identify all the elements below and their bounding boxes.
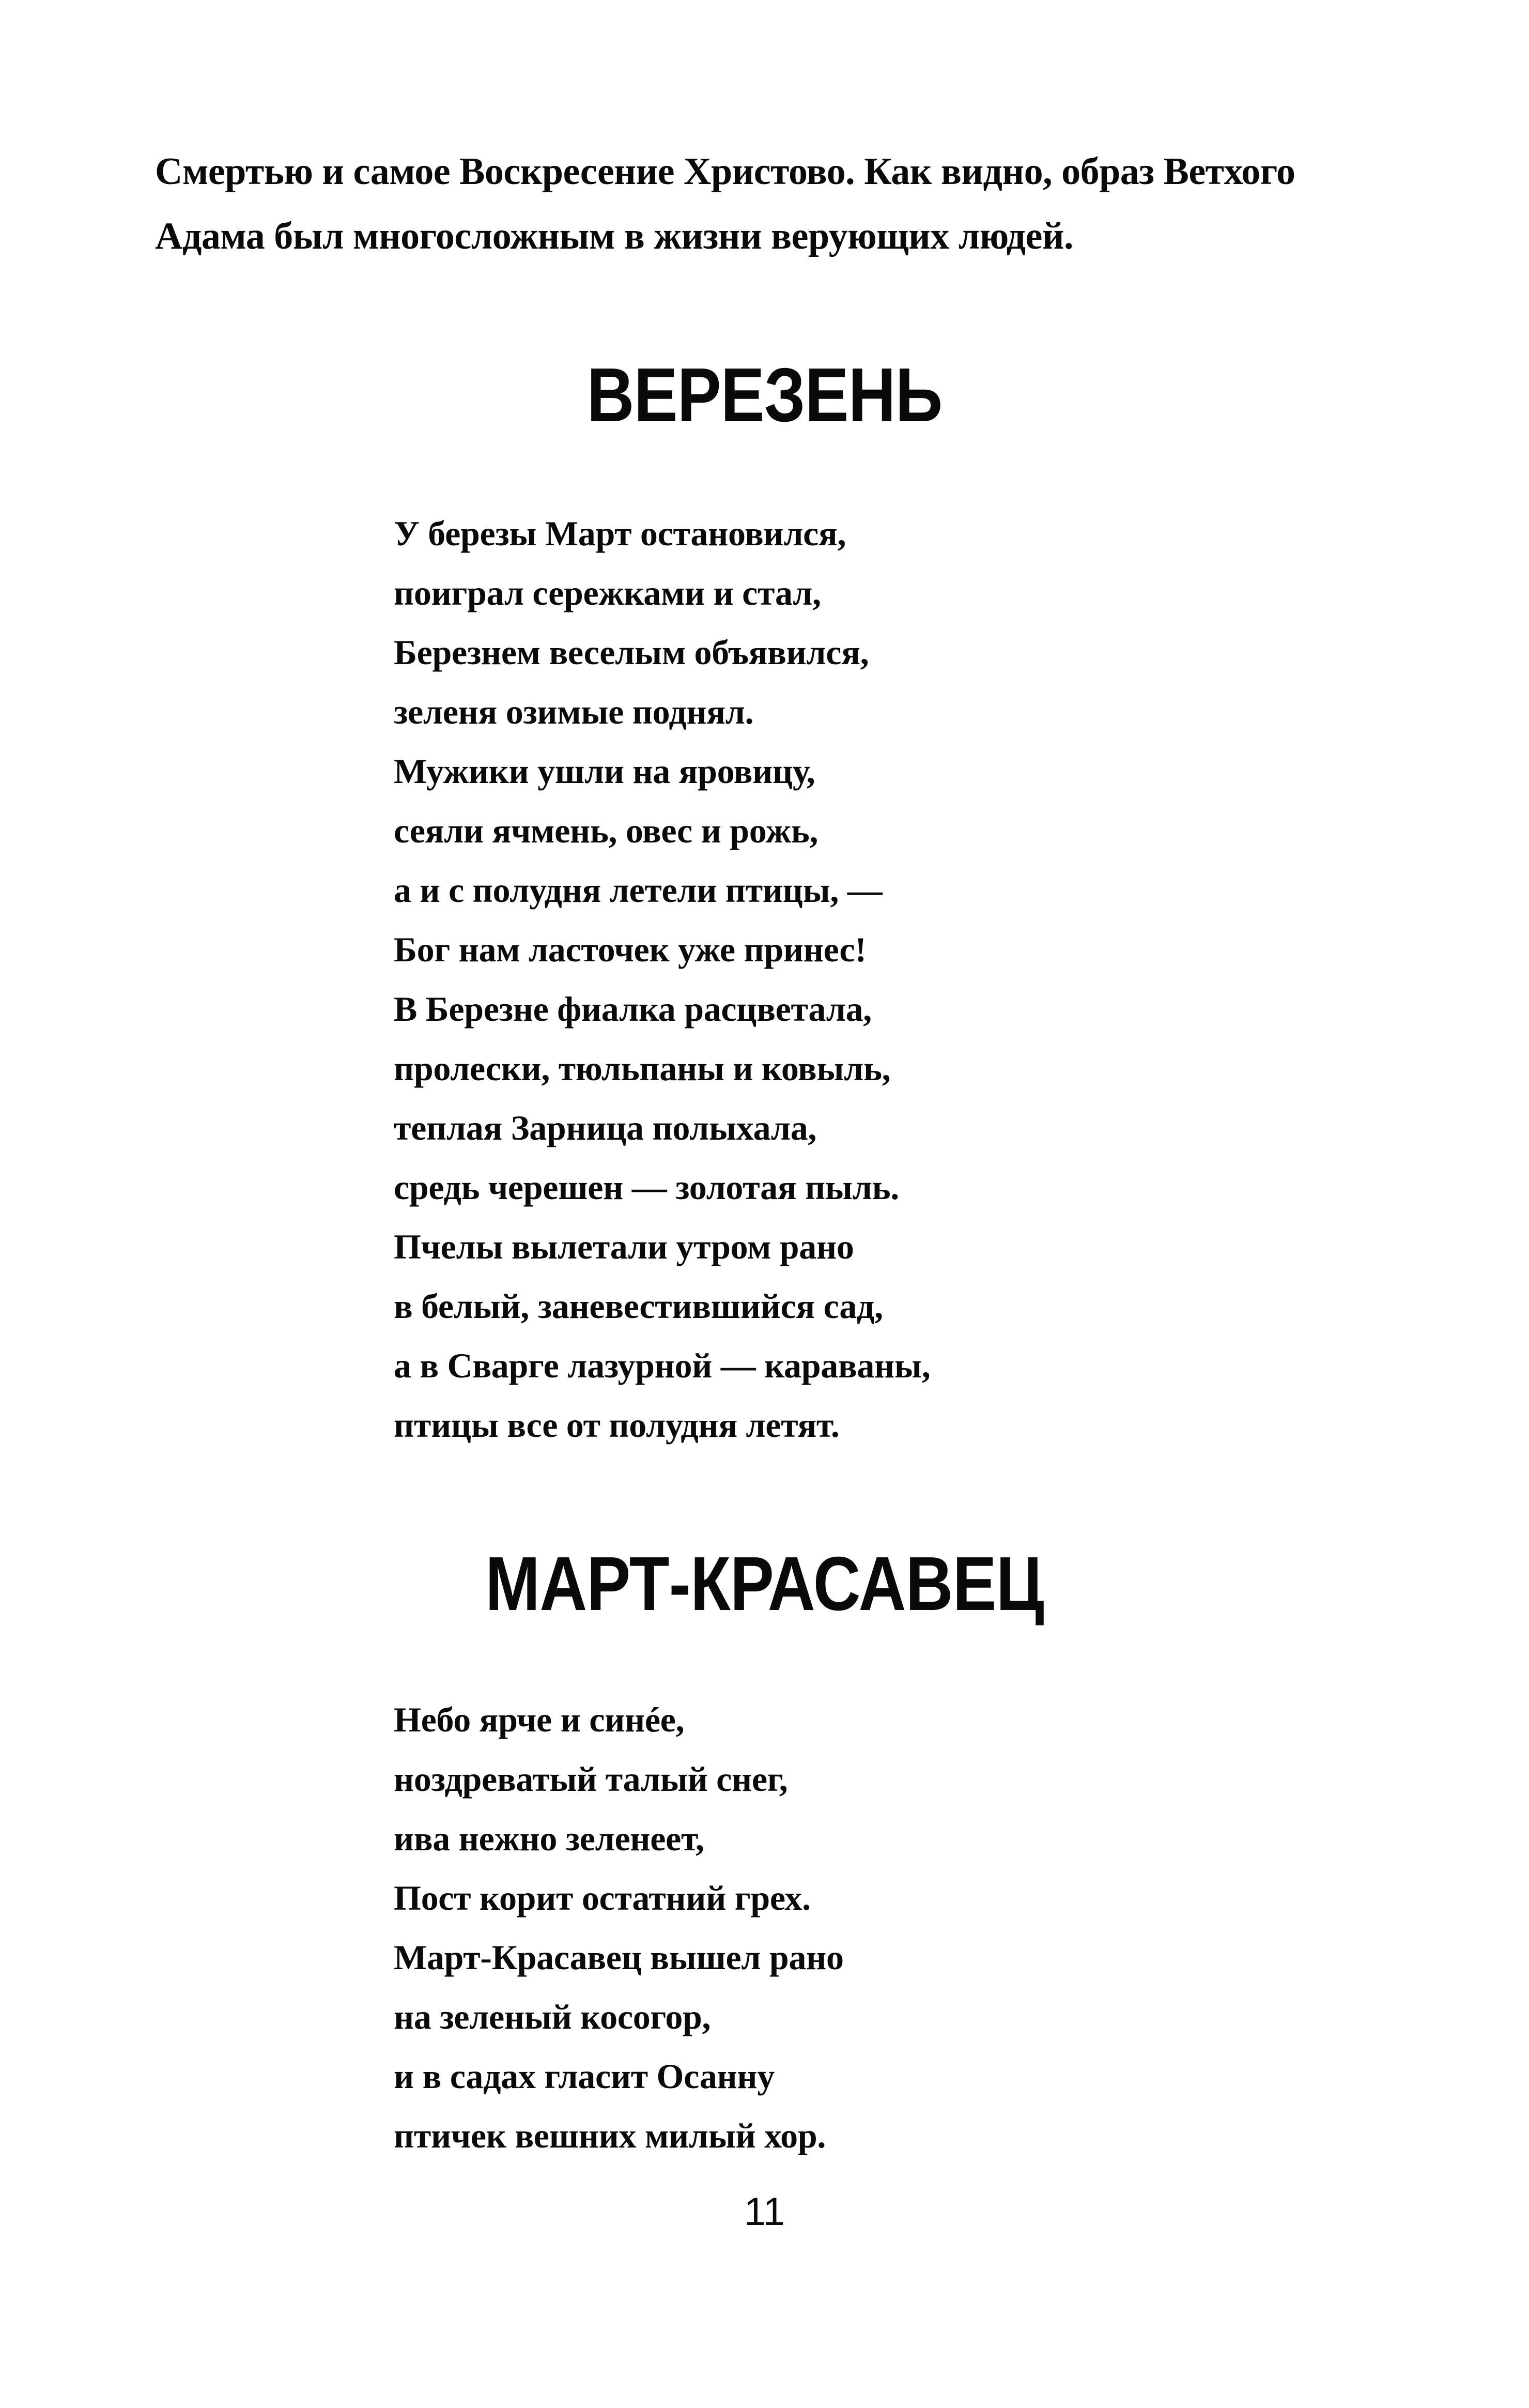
poem-title-verezen: ВЕРЕЗЕНЬ xyxy=(586,352,943,438)
poem-mart-krasavets xyxy=(394,1690,1376,2166)
poem-line: Бог нам ласточек уже принес! xyxy=(394,930,867,969)
poem-line: в белый, заневестившийся сад, xyxy=(394,1286,883,1326)
poem-line: Березнем веселым объявился, xyxy=(394,633,869,672)
poem-line: средь черешен — золотая пыль. xyxy=(394,1168,899,1207)
page-number: 11 xyxy=(744,2190,785,2234)
poem-line: ива нежно зеленеет, xyxy=(394,1819,704,1858)
poem-line: Март-Красавец вышел рано xyxy=(394,1938,844,1977)
poem-line: пролески, тюльпаны и ковыль, xyxy=(394,1049,891,1088)
poem-line: поиграл сережками и стал, xyxy=(394,573,821,612)
poem-line: Небо ярче и синée, xyxy=(394,1700,685,1739)
poem-line: Пост корит остатний грех. xyxy=(394,1878,811,1918)
poem-verezen xyxy=(394,504,1376,1455)
poem-line: ноздреватый талый снег, xyxy=(394,1759,788,1799)
poem-line: птицы все от полудня летят. xyxy=(394,1405,840,1445)
poem-title-mart-krasavets: МАРТ-КРАСАВЕЦ xyxy=(485,1541,1044,1627)
intro-paragraph xyxy=(155,140,1395,269)
poem-line: зеленя озимые поднял. xyxy=(394,692,754,731)
poem-line: и в садах гласит Осанну xyxy=(394,2057,775,2096)
intro-line: Смертью и самое Воскресение Христово. Как видно, образ Ветхого xyxy=(155,150,1295,193)
poem-line: птичек вешних милый хор. xyxy=(394,2116,826,2155)
poem-line: Мужики ушли на яровицу, xyxy=(394,751,815,791)
poem-line: на зеленый косогор, xyxy=(394,1997,711,2036)
poem-line: У березы Март остановился, xyxy=(394,514,846,553)
intro-line: Адама был многосложным в жизни верующих людей. xyxy=(155,215,1074,257)
poem-line: В Березне фиалка расцветала, xyxy=(394,989,872,1029)
poem-line: а и с полудня летели птицы, — xyxy=(394,870,883,910)
poem-line: сеяли ячмень, овес и рожь, xyxy=(394,811,818,850)
poem-line: а в Сварге лазурной — караваны, xyxy=(394,1346,931,1385)
poem-line: теплая Зарница полыхала, xyxy=(394,1108,817,1147)
poem-line: Пчелы вылетали утром рано xyxy=(394,1227,854,1266)
